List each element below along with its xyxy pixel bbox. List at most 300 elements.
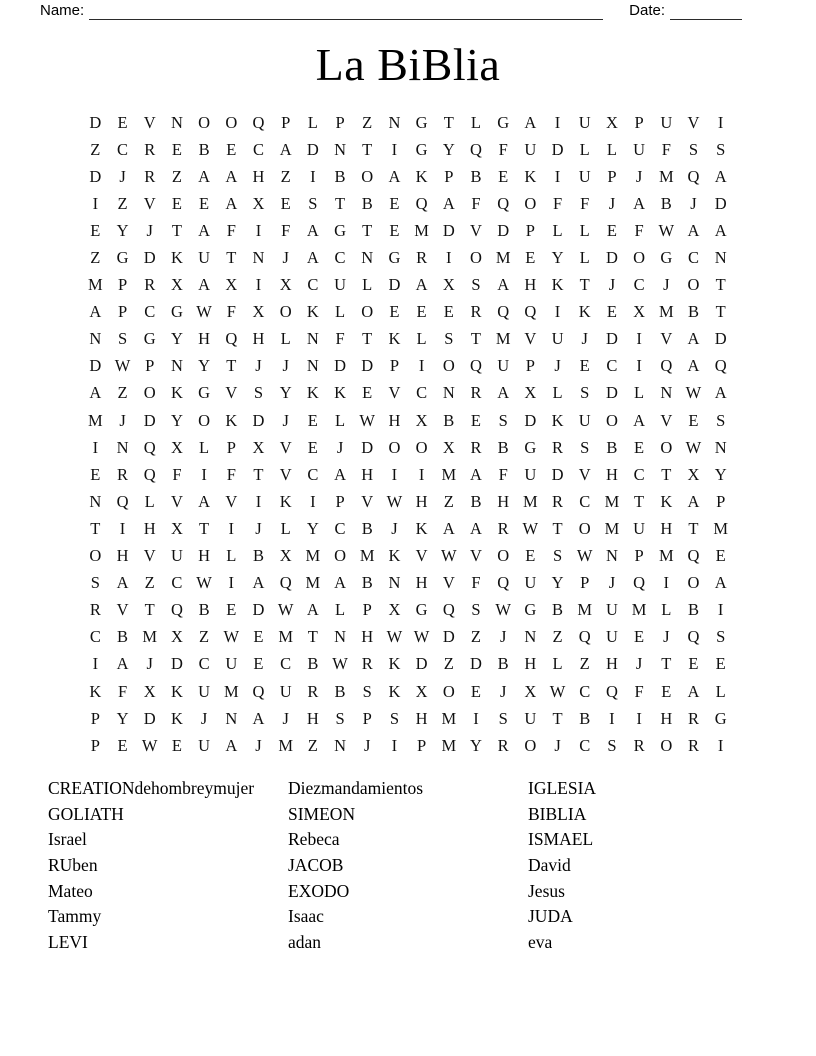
grid-letter: J (146, 654, 153, 674)
grid-letter: O (633, 248, 646, 268)
grid-letter: F (498, 464, 508, 484)
grid-letter: J (255, 735, 262, 755)
grid-letter: M (142, 627, 158, 647)
grid-letter: G (524, 600, 537, 620)
grid-letter: I (92, 193, 99, 213)
grid-letter: J (499, 681, 507, 701)
grid-letter: G (116, 248, 129, 268)
grid-letter: I (554, 302, 561, 322)
grid-letter: C (633, 464, 645, 484)
grid-letter: W (277, 600, 294, 620)
grid-letter: V (225, 491, 238, 511)
grid-letter: K (524, 166, 537, 186)
grid-letter: N (714, 248, 727, 268)
grid-letter: W (522, 518, 539, 538)
grid-letter: Q (497, 193, 510, 213)
word-list-item: adan (288, 931, 322, 952)
grid-letter: W (332, 654, 348, 674)
grid-letter: T (226, 248, 237, 268)
grid-letter: O (524, 193, 537, 213)
grid-letter: O (442, 681, 455, 701)
grid-letter: E (117, 112, 128, 132)
grid-letter: G (497, 112, 510, 132)
page-title: La BiBlia (315, 39, 501, 90)
grid-letter: X (415, 681, 428, 701)
grid-letter: N (388, 112, 401, 132)
grid-letter: J (635, 166, 643, 186)
grid-letter: Q (687, 166, 700, 186)
grid-letter: H (198, 546, 211, 566)
grid-letter: M (631, 600, 647, 620)
grid-letter: M (88, 410, 103, 430)
grid-letter: E (715, 546, 726, 566)
grid-letter: A (252, 708, 265, 728)
grid-letter: E (226, 139, 237, 159)
grid-letter: L (579, 220, 590, 240)
grid-letter: F (552, 193, 563, 213)
grid-letter: X (279, 546, 292, 566)
grid-letter: L (470, 112, 482, 132)
grid-letter: L (334, 410, 346, 430)
grid-letter: L (334, 302, 346, 322)
grid-letter: J (663, 627, 670, 647)
grid-letter: T (307, 627, 318, 647)
grid-letter: B (579, 708, 591, 728)
grid-letter: D (361, 437, 374, 457)
grid-letter: P (417, 735, 427, 755)
grid-letter: N (170, 112, 183, 132)
grid-letter: M (414, 220, 429, 240)
grid-letter: C (171, 573, 183, 593)
grid-letter: B (497, 437, 509, 457)
grid-letter: U (551, 329, 564, 349)
grid-letter: Q (252, 112, 265, 132)
grid-letter: U (660, 112, 673, 132)
grid-letter: U (279, 681, 292, 701)
grid-letter: A (442, 193, 455, 213)
grid-letter: J (554, 356, 561, 376)
grid-letter: H (415, 491, 428, 511)
word-list-item: Diezmandamientos (288, 778, 424, 799)
grid-letter: C (117, 139, 129, 159)
grid-letter: H (252, 166, 265, 186)
grid-letter: R (687, 708, 699, 728)
grid-letter: K (89, 681, 102, 701)
grid-letter: T (715, 275, 726, 295)
grid-letter: J (608, 573, 616, 593)
grid-letter: Z (552, 627, 563, 647)
grid-letter: K (170, 248, 183, 268)
grid-letter: A (198, 220, 211, 240)
grid-letter: B (687, 600, 699, 620)
grid-letter: I (391, 735, 398, 755)
grid-letter: V (143, 546, 156, 566)
grid-letter: P (716, 491, 726, 511)
grid-letter: P (607, 166, 617, 186)
grid-letter: Z (307, 735, 318, 755)
grid-letter: A (687, 356, 700, 376)
grid-letter: N (660, 383, 673, 403)
grid-letter: A (633, 193, 646, 213)
grid-letter: V (524, 329, 537, 349)
grid-row (82, 597, 735, 624)
grid-letter: D (605, 248, 618, 268)
grid-letter: V (116, 600, 129, 620)
grid-letter: U (524, 464, 537, 484)
grid-letter: R (144, 166, 156, 186)
grid-letter: P (525, 356, 535, 376)
grid-letter: E (171, 193, 182, 213)
grid-letter: N (252, 248, 265, 268)
grid-letter: T (334, 193, 346, 213)
grid-letter: I (636, 708, 642, 728)
grid-letter: K (388, 546, 401, 566)
grid-letter: U (605, 627, 618, 647)
grid-letter: I (255, 220, 262, 240)
grid-letter: J (119, 410, 126, 430)
grid-letter: K (551, 275, 564, 295)
grid-row (82, 543, 735, 570)
grid-letter: F (634, 681, 644, 701)
grid-letter: P (145, 356, 155, 376)
grid-letter: H (252, 329, 265, 349)
grid-letter: O (470, 248, 482, 268)
grid-letter: D (415, 654, 428, 674)
grid-letter: K (388, 654, 401, 674)
grid-letter: L (144, 491, 155, 511)
grid-letter: S (335, 708, 345, 728)
grid-letter: H (524, 275, 537, 295)
grid-letter: R (470, 302, 482, 322)
grid-letter: A (470, 518, 482, 538)
grid-letter: N (89, 491, 102, 511)
grid-letter: I (609, 708, 615, 728)
grid-letter: S (688, 139, 699, 159)
grid-letter: E (661, 681, 672, 701)
grid-letter: T (90, 518, 101, 538)
grid-letter: V (170, 491, 183, 511)
grid-letter: K (170, 681, 183, 701)
grid-letter: X (442, 275, 455, 295)
grid-letter: C (144, 302, 156, 322)
grid-letter: M (223, 681, 239, 701)
grid-letter: Y (714, 464, 727, 484)
grid-letter: E (253, 627, 264, 647)
grid-letter: X (252, 437, 265, 457)
grid-letter: A (306, 600, 319, 620)
grid-letter: T (362, 139, 373, 159)
grid-letter: B (443, 410, 455, 430)
grid-letter: S (117, 329, 128, 349)
grid-letter: L (606, 139, 617, 159)
grid-letter: J (608, 193, 616, 213)
grid-letter: Y (279, 383, 292, 403)
grid-letter: M (495, 248, 511, 268)
word-list-item: RUben (48, 855, 98, 876)
grid-letter: M (305, 573, 321, 593)
grid-letter: D (306, 139, 319, 159)
grid-letter: Q (225, 329, 238, 349)
grid-letter: D (252, 410, 265, 430)
grid-letter: A (442, 518, 455, 538)
grid-letter: S (580, 437, 590, 457)
grid-letter: M (441, 708, 457, 728)
grid-letter: V (660, 329, 673, 349)
grid-letter: D (143, 248, 156, 268)
grid-letter: M (359, 546, 375, 566)
grid-letter: E (443, 302, 454, 322)
grid-letter: Q (633, 573, 646, 593)
grid-letter: X (388, 600, 401, 620)
grid-letter: J (663, 275, 670, 295)
grid-letter: A (633, 410, 646, 430)
grid-letter: B (198, 600, 210, 620)
grid-letter: F (498, 139, 508, 159)
grid-letter: W (196, 573, 212, 593)
grid-letter: Q (415, 193, 428, 213)
grid-letter: O (279, 302, 292, 322)
grid-letter: Q (252, 681, 265, 701)
grid-letter: I (92, 654, 99, 674)
grid-letter: L (579, 248, 590, 268)
grid-letter: M (713, 518, 728, 538)
grid-letter: E (117, 735, 128, 755)
word-list-item: EXODO (288, 880, 350, 901)
grid-letter: Y (116, 708, 129, 728)
grid-letter: F (226, 302, 236, 322)
grid-letter: J (146, 220, 153, 240)
grid-letter: I (255, 275, 262, 295)
grid-letter: A (687, 329, 700, 349)
grid-letter: T (715, 302, 726, 322)
grid-letter: J (282, 248, 289, 268)
grid-letter: G (714, 708, 727, 728)
grid-letter: K (551, 410, 564, 430)
grid-letter: W (359, 410, 375, 430)
grid-letter: H (388, 410, 401, 430)
grid-letter: P (525, 220, 535, 240)
grid-row (82, 461, 735, 488)
grid-letter: E (280, 193, 291, 213)
grid-letter: D (89, 166, 102, 186)
grid-letter: J (282, 708, 289, 728)
grid-letter: W (685, 437, 702, 457)
grid-letter: C (606, 356, 618, 376)
grid-letter: Z (470, 627, 482, 647)
grid-letter: N (334, 627, 346, 647)
grid-letter: B (198, 139, 210, 159)
grid-letter: X (252, 193, 265, 213)
grid-letter: C (687, 248, 699, 268)
grid-letter: N (334, 139, 346, 159)
grid-letter: O (361, 302, 374, 322)
grid-letter: D (89, 112, 102, 132)
grid-letter: G (170, 302, 183, 322)
grid-letter: Y (198, 356, 211, 376)
grid-letter: O (660, 437, 673, 457)
grid-letter: I (446, 248, 452, 268)
grid-letter: K (388, 329, 401, 349)
word-list-item: JUDA (528, 906, 573, 927)
grid-letter: J (364, 735, 371, 755)
grid-letter: A (252, 573, 265, 593)
grid-letter: E (715, 654, 726, 674)
grid-row (82, 651, 735, 678)
grid-letter: T (552, 708, 563, 728)
grid-letter: Y (470, 735, 482, 755)
grid-letter: E (90, 464, 101, 484)
grid-letter: P (634, 112, 644, 132)
grid-letter: W (685, 383, 702, 403)
grid-letter: R (470, 437, 482, 457)
grid-letter: S (716, 627, 726, 647)
grid-letter: B (470, 491, 482, 511)
grid-letter: B (470, 166, 482, 186)
grid-letter: U (524, 708, 537, 728)
grid-letter: N (524, 627, 537, 647)
grid-letter: G (415, 112, 428, 132)
grid-letter: X (279, 275, 292, 295)
grid-letter: J (608, 275, 616, 295)
grid-letter: F (226, 220, 236, 240)
grid-letter: H (660, 518, 673, 538)
grid-letter: E (171, 735, 182, 755)
grid-letter: C (307, 275, 319, 295)
grid-letter: P (281, 112, 291, 132)
grid-letter: K (170, 708, 183, 728)
grid-letter: D (551, 464, 564, 484)
word-list-item: IGLESIA (528, 778, 597, 799)
grid-letter: O (687, 573, 700, 593)
grid-row (82, 678, 735, 705)
grid-letter: Y (442, 139, 455, 159)
grid-letter: Q (470, 139, 482, 159)
grid-letter: R (552, 437, 564, 457)
grid-letter: D (714, 193, 727, 213)
grid-letter: Z (280, 166, 291, 186)
grid-letter: H (605, 654, 618, 674)
grid-letter: Y (116, 220, 129, 240)
grid-letter: B (606, 437, 618, 457)
grid-letter: A (687, 491, 700, 511)
grid-row (82, 299, 735, 326)
word-list-item: LEVI (48, 931, 88, 952)
grid-letter: E (498, 166, 509, 186)
grid-letter: A (89, 383, 102, 403)
date-label: Date: (629, 2, 665, 19)
grid-letter: A (334, 573, 346, 593)
grid-letter: Q (660, 356, 673, 376)
grid-letter: J (255, 356, 262, 376)
grid-row (82, 244, 735, 271)
grid-letter: D (252, 600, 265, 620)
grid-letter: L (552, 383, 563, 403)
word-search-grid (82, 109, 735, 759)
grid-letter: M (658, 166, 674, 186)
grid-letter: L (552, 220, 563, 240)
grid-letter: S (580, 383, 590, 403)
grid-row (82, 136, 735, 163)
grid-letter: E (90, 220, 101, 240)
grid-letter: H (524, 654, 537, 674)
grid-letter: T (688, 518, 699, 538)
grid-letter: Z (579, 654, 590, 674)
grid-letter: R (144, 275, 156, 295)
grid-letter: B (660, 193, 672, 213)
grid-letter: X (524, 681, 537, 701)
grid-letter: R (307, 681, 319, 701)
grid-letter: V (279, 464, 292, 484)
grid-letter: A (306, 248, 319, 268)
word-list-item: GOLIATH (48, 803, 124, 824)
grid-letter: U (578, 166, 591, 186)
grid-letter: N (116, 437, 129, 457)
grid-letter: T (661, 654, 672, 674)
grid-letter: N (334, 735, 346, 755)
grid-letter: P (389, 356, 399, 376)
grid-letter: B (361, 573, 373, 593)
grid-letter: C (198, 654, 210, 674)
grid-row (82, 353, 735, 380)
word-list-item: Tammy (48, 906, 102, 927)
grid-letter: D (442, 220, 455, 240)
grid-letter: V (470, 546, 482, 566)
grid-letter: U (198, 681, 211, 701)
grid-letter: G (660, 248, 673, 268)
grid-letter: A (225, 735, 238, 755)
grid-letter: J (499, 627, 507, 647)
grid-letter: J (581, 329, 588, 349)
grid-letter: A (388, 166, 401, 186)
grid-letter: J (391, 518, 398, 538)
grid-letter: K (660, 491, 673, 511)
grid-letter: H (198, 329, 211, 349)
grid-letter: V (225, 383, 238, 403)
grid-letter: E (307, 410, 318, 430)
grid-letter: L (579, 139, 590, 159)
grid-letter: O (578, 518, 591, 538)
name-label: Name: (40, 2, 85, 19)
grid-letter: S (498, 410, 508, 430)
grid-letter: Z (117, 193, 128, 213)
grid-letter: R (361, 654, 373, 674)
grid-letter: D (361, 356, 374, 376)
grid-letter: X (170, 627, 183, 647)
grid-letter: L (661, 600, 672, 620)
grid-letter: P (117, 302, 128, 322)
grid-letter: Z (171, 166, 182, 186)
grid-letter: N (306, 329, 319, 349)
grid-letter: Q (143, 437, 156, 457)
grid-letter: X (633, 302, 646, 322)
grid-letter: W (440, 546, 457, 566)
grid-letter: S (471, 275, 481, 295)
grid-row (82, 272, 735, 299)
grid-row (82, 570, 735, 597)
grid-letter: U (633, 139, 646, 159)
grid-letter: B (687, 302, 699, 322)
grid-letter: J (255, 518, 262, 538)
grid-letter: C (307, 464, 319, 484)
grid-letter: Z (199, 627, 210, 647)
grid-letter: P (580, 573, 590, 593)
grid-letter: R (416, 248, 428, 268)
grid-letter: H (361, 627, 374, 647)
grid-letter: I (418, 464, 425, 484)
grid-letter: Q (497, 573, 510, 593)
grid-letter: U (497, 356, 510, 376)
grid-letter: K (415, 518, 428, 538)
